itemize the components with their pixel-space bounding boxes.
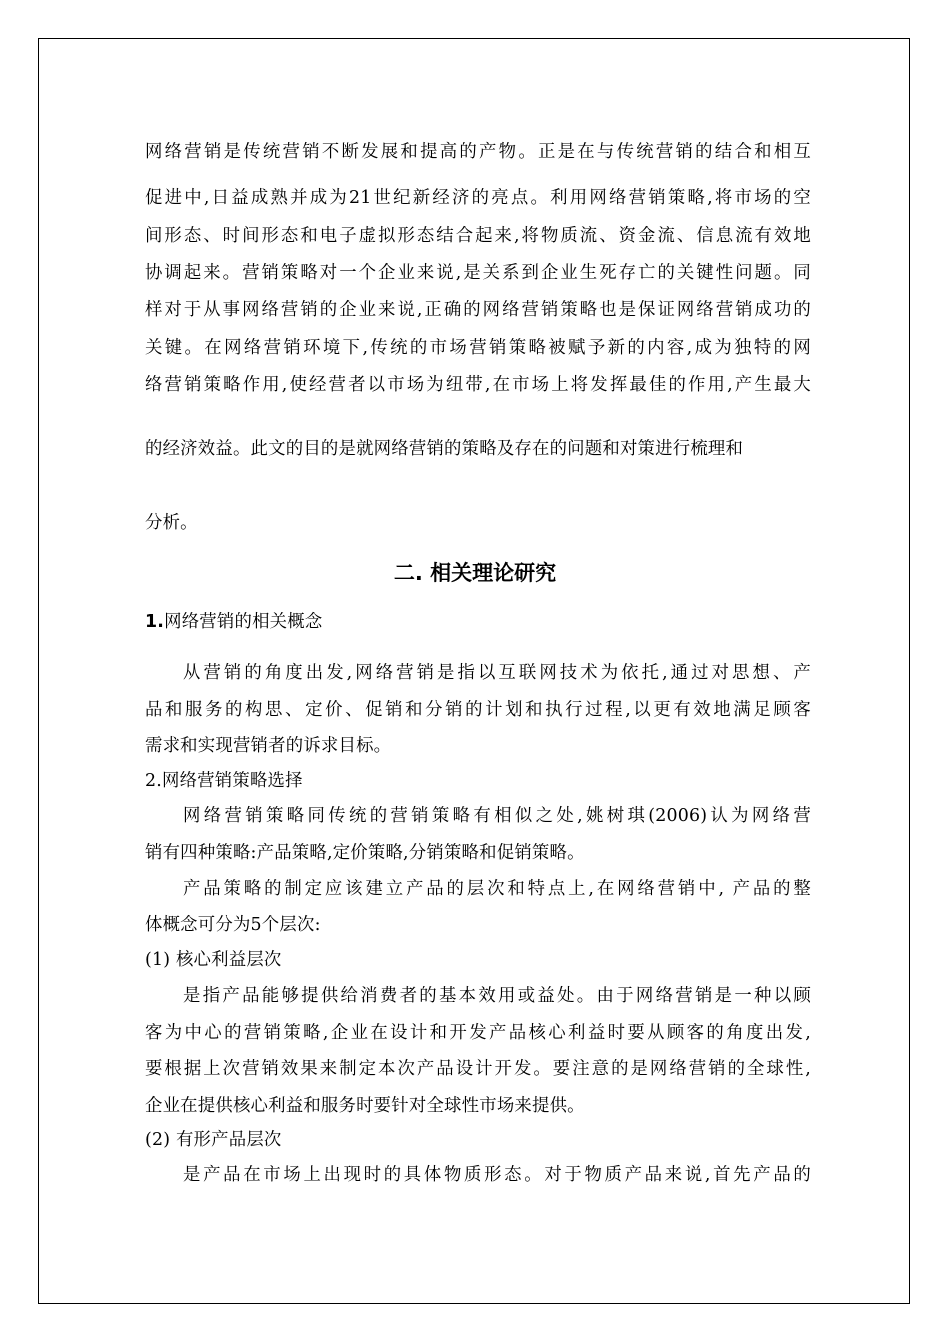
- subsection-1-title: 网络营销的相关概念: [164, 612, 323, 632]
- sub2-para-line-1: 网络营销策略同传统的营销策略有相似之处,姚树琪(2006)认为网络营: [183, 806, 811, 826]
- sub2-para-line-3: 产品策略的制定应该建立产品的层次和特点上,在网络营销中, 产品的整: [183, 879, 811, 899]
- level1-para-line-2: 客为中心的营销策略,企业在设计和开发产品核心利益时要从顾客的角度出发,: [145, 1023, 811, 1043]
- sub2-para-line-2: 销有四种策略:产品策略,定价策略,分销策略和促销策略。: [145, 843, 585, 863]
- section-heading: 二. 相关理论研究: [393, 561, 557, 585]
- intro-line-7: 络营销策略作用,使经营者以市场为纽带,在市场上将发挥最佳的作用,产生最大: [145, 375, 811, 395]
- sub2-para-line-4: 体概念可分为5个层次:: [145, 915, 321, 935]
- intro-line-1: 网络营销是传统营销不断发展和提高的产物。正是在与传统营销的结合和相互: [145, 142, 811, 162]
- level1-para-line-4: 企业在提供核心利益和服务时要针对全球性市场来提供。: [145, 1096, 585, 1116]
- level2-para-line-1: 是产品在市场上出现时的具体物质形态。对于物质产品来说,首先产品的: [183, 1165, 811, 1185]
- intro-line-8: [145, 437, 811, 461]
- intro-line-4: 协调起来。营销策略对一个企业来说,是关系到企业生死存亡的关键性问题。同: [145, 263, 811, 283]
- intro-line-8-purpose: 此文的目的是就网络营销的策略及存在的问题和对策进行梳理和: [250, 439, 744, 459]
- intro-line-8-start: 的经济效益。: [145, 439, 251, 459]
- sub1-para-line-1: 从营销的角度出发,网络营销是指以互联网技术为依托,通过对思想、产: [183, 663, 811, 683]
- intro-line-5: 样对于从事网络营销的企业来说,正确的网络营销策略也是保证网络营销成功的: [145, 300, 811, 320]
- level-1-heading: (1) 核心利益层次: [145, 950, 282, 970]
- intro-line-9: 分析。: [145, 513, 198, 533]
- intro-line-2: 促进中,日益成熟并成为21世纪新经济的亮点。利用网络营销策略,将市场的空: [145, 188, 811, 208]
- intro-line-6: 关键。在网络营销环境下,传统的市场营销策略被赋予新的内容,成为独特的网: [145, 338, 811, 358]
- level-2-heading: (2) 有形产品层次: [145, 1130, 282, 1150]
- level1-para-line-3: 要根据上次营销效果来制定本次产品设计开发。要注意的是网络营销的全球性,: [145, 1059, 811, 1079]
- sub1-para-line-2: 品和服务的构思、定价、促销和分销的计划和执行过程,以更有效地满足顾客: [145, 700, 811, 720]
- subsection-1-heading: [145, 610, 811, 634]
- level1-para-line-1: 是指产品能够提供给消费者的基本效用或益处。由于网络营销是一种以顾: [183, 986, 811, 1006]
- subsection-1-number: 1.: [145, 612, 165, 632]
- subsection-2-heading: 2.网络营销策略选择: [145, 771, 303, 791]
- intro-line-3: 间形态、时间形态和电子虚拟形态结合起来,将物质流、资金流、信息流有效地: [145, 226, 811, 246]
- sub1-para-line-3: 需求和实现营销者的诉求目标。: [145, 736, 392, 756]
